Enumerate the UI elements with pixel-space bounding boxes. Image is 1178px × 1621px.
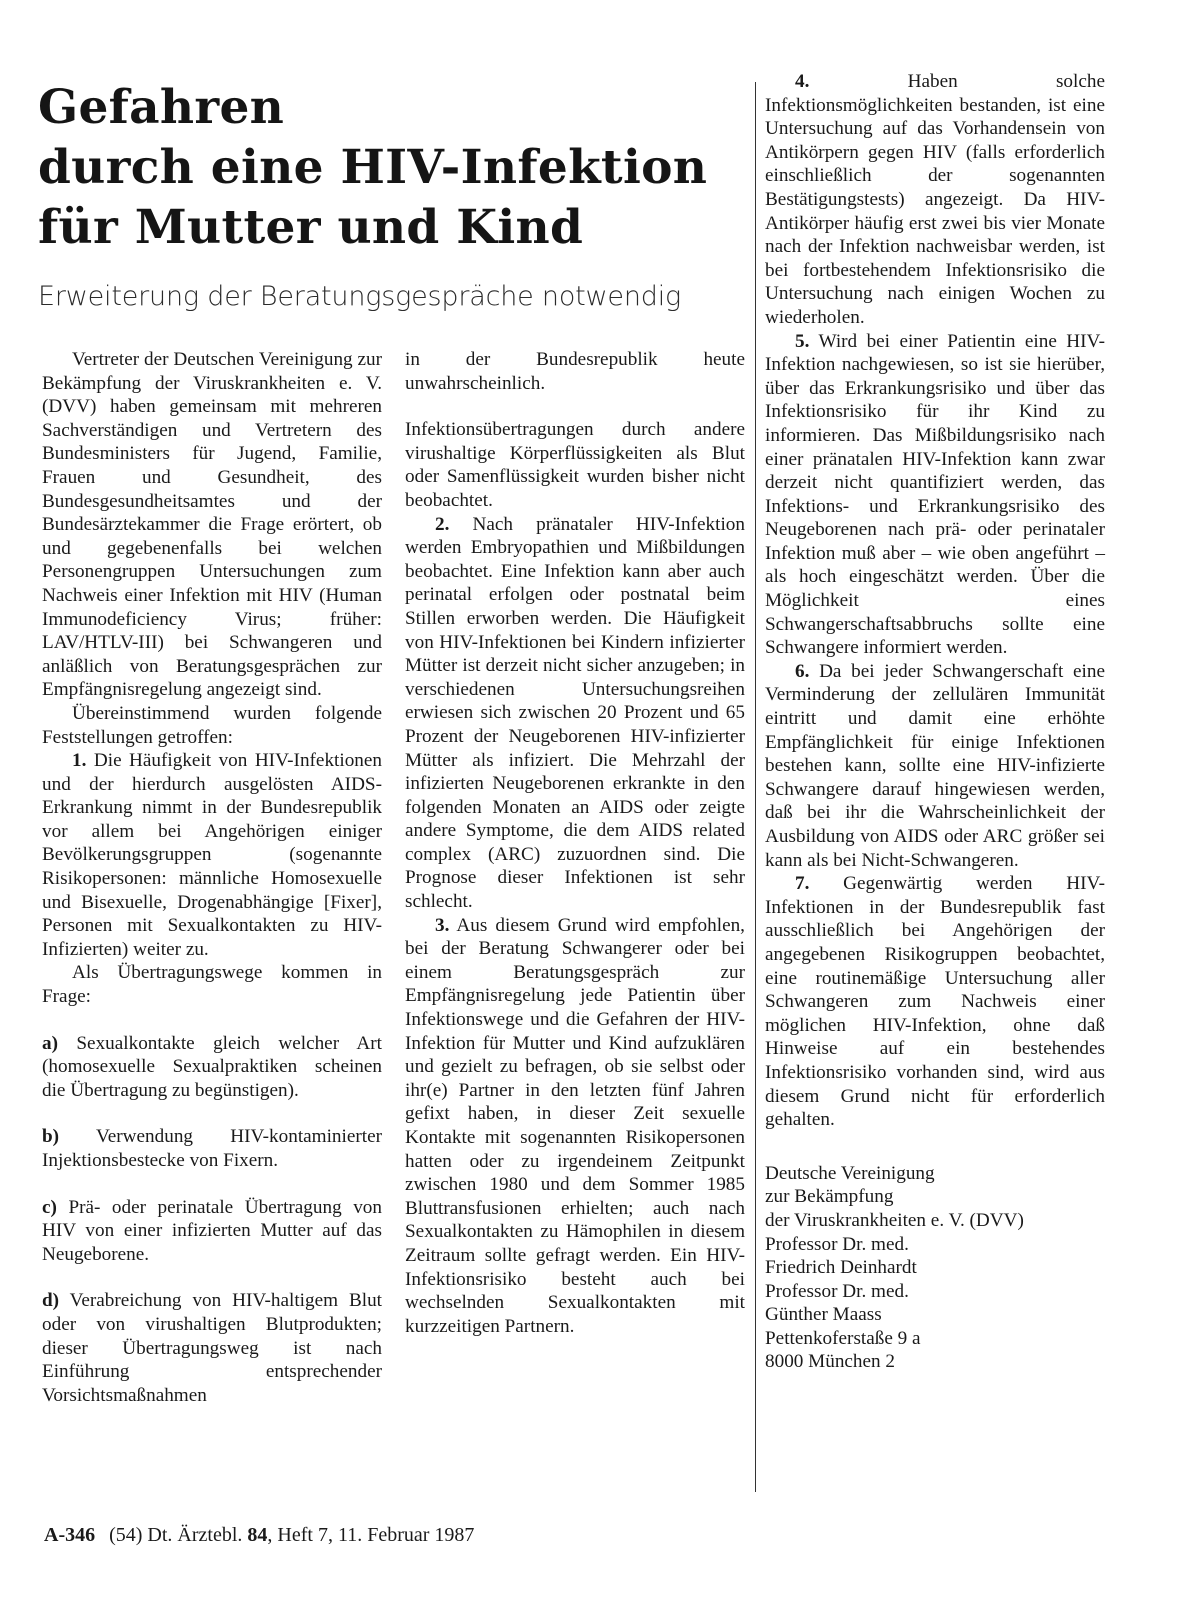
route-c-label: c) [42,1196,57,1218]
point-5-number: 5. [795,330,810,352]
route-d-continuation: in der Bundesrepublik heute unwahrscheinlich. [405,349,745,394]
citation-suffix: , Heft 7, 11. Februar 1987 [267,1524,475,1546]
point-4 [765,70,1105,330]
column-1 [42,348,382,1407]
point-1-number: 1. [72,750,87,772]
signature-line: Friedrich Deinhardt [765,1257,917,1279]
column-divider [755,82,756,1492]
signature-block [765,1162,1105,1374]
route-c-text: Prä- oder perinatale Übertragung von HIV von einer infizierten Mutter auf das Neugeborene. [42,1196,382,1265]
intro-paragraph: Vertreter der Deutschen Vereinigung zur Bekämpfung der Viruskrankheiten e. V. (DVV) haben gemeinsam mit mehreren Sachverständigen und Vertretern des Bundesministers für Jugend, Familie, Frauen und Gesundheit, des Bundesgesundheitsamtes und der Bundesärztekammer die Frage erörtert, ob und gegebenenfalls bei welchen Personengruppen Untersuchungen zum Nachweis einer Infektion mit HIV (Human Immunodeficiency Virus; früher: LAV/HTLV-III) bei Schwangeren und anläßlich von Beratungsgesprächen zur Empfängnisregelung angezeigt sind. [42,349,382,701]
signature-line: Deutsche Vereinigung [765,1162,935,1184]
title-line-3: für Mutter und Kind [38,200,584,255]
point-3-text: Aus diesem Grund wird empfohlen, bei der Beratung Schwangerer oder bei einem Beratungsgespräch zur Empfängnisregelung jede Patientin über Infektionswege und die Gefahren der HIV-Infektion für Mutter und Kind aufzuklären und gezielt zu befragen, ob sie selbst oder ihr(e) Partner in den letzten fünf Jahren gefixt haben, in dieser Zeit sexuelle Kontakte mit sogenannten Risikopersonen hatten oder zu irgendeinem Zeitpunkt zwischen 1980 und dem Sommer 1985 Bluttransfusionen erhielten; auch nach Sexualkontakten zu Hämophilen in diesem Zeitraum sollte gefragt werden. Ein HIV-Infektionsrisiko besteht auch bei wechselnden Sexualkontakten mit kurzzeitigen Partnern. [405,914,745,1337]
signature-line: Pettenkoferstaße 9 a [765,1327,921,1349]
other-fluids-paragraph: Infektionsübertragungen durch andere virushaltige Körperflüssigkeiten als Blut oder Samenflüssigkeit wurden bisher nicht beobachtet. [405,419,745,511]
route-d-text: Verabreichung von HIV-haltigem Blut oder von virushaltigen Blutprodukten; dieser Übertragungsweg ist nach Einführung entsprechender Vorsichtsmaßnahmen [42,1290,383,1406]
page-footer [44,1524,474,1547]
route-a-label: a) [42,1032,58,1054]
route-a-text: Sexualkontakte gleich welcher Art (homosexuelle Sexualpraktiken scheinen die Übertragung zu begünstigen). [42,1032,382,1101]
route-b-text: Verwendung HIV-kontaminierter Injektionsbestecke von Fixern. [42,1126,382,1171]
point-7-number: 7. [795,873,810,895]
point-1 [42,749,382,961]
point-6-text: Da bei jeder Schwangerschaft eine Verminderung der zellulären Immunität eintritt und damit eine erhöhte Empfänglichkeit für einige Infektionen bestehen kann, sollte eine HIV-infizierte Schwangere darauf hingewiesen werden, daß bei ihr die Wahrscheinlichkeit der Ausbildung von AIDS oder ARC größer sei kann als bei Nicht-Schwangeren. [765,660,1105,871]
point-1-text: Die Häufigkeit von HIV-Infektionen und der hierdurch ausgelösten AIDS-Erkrankung nimmt in der Bundesrepublik vor allem bei Angehörigen einiger Bevölkerungsgruppen (sogenannte Risikopersonen: männliche Homosexuelle und Bisexuelle, Drogenabhängige [Fixer], Personen mit Sexualkontakten zu HIV-Infizierten) weiter zu. [42,750,383,960]
point-3-number: 3. [435,914,450,936]
point-7 [765,872,1105,1132]
route-a [42,1032,382,1103]
signature-line: 8000 München 2 [765,1351,896,1373]
citation-prefix: (54) Dt. Ärztebl. [109,1524,243,1546]
point-4-number: 4. [795,71,810,92]
route-b [42,1125,382,1172]
route-d [42,1289,382,1407]
point-2-text: Nach pränataler HIV-Infektion werden Embryopathien und Mißbildungen beobachtet. Eine Infektion kann aber auch perinatal erfolgen oder postnatal beim Stillen erworben werden. Die Häufigkeit von HIV-Infektionen bei Kindern infizierter Mütter ist derzeit nicht sicher anzugeben; in verschiedenen Untersuchungsreihen erwiesen sich zwischen 20 Prozent und 65 Prozent der Neugeborenen HIV-infizierter Mütter als infiziert. Die Mehrzahl der infizierten Neugeborenen erkrankte in den folgenden Monaten an AIDS oder zeigte andere Symptome, die dem AIDS related complex (ARC) zuzuordnen sind. Die Prognose dieser Infektionen ist sehr schlecht. [405,513,745,913]
route-c [42,1196,382,1267]
signature-line: zur Bekämpfung [765,1186,894,1208]
signature-line: Günther Maass [765,1304,882,1326]
volume-number: 84 [247,1524,268,1546]
point-7-text: Gegenwärtig werden HIV-Infektionen in der Bundesrepublik fast ausschließlich bei Angehörigen der angegebenen Risikogruppen beobachtet, eine routinemäßige Untersuchung aller Schwangeren zum Nachweis einer möglichen HIV-Infektion, ohne daß Hinweise auf ein bestehendes Infektionsrisiko vorhanden sind, wird aus diesem Grund nicht für erforderlich gehalten. [765,873,1106,1131]
route-d-label: d) [42,1290,60,1312]
point-6-number: 6. [795,660,810,682]
page-number: A-346 [44,1524,96,1546]
column-3 [765,70,1105,1374]
route-b-label: b) [42,1126,60,1148]
title-line-1: Gefahren [38,80,285,135]
point-6 [765,660,1105,872]
point-2 [405,513,745,914]
signature-line: der Viruskrankheiten e. V. (DVV) [765,1209,1024,1231]
consensus-paragraph: Übereinstimmend wurden folgende Feststellungen getroffen: [42,702,382,748]
routes-intro: Als Übertragungswege kommen in Frage: [42,962,382,1008]
signature-line: Professor Dr. med. [765,1280,909,1302]
signature-line: Professor Dr. med. [765,1233,909,1255]
article-title [38,78,758,258]
point-2-number: 2. [435,513,450,535]
point-5 [765,330,1105,660]
title-line-2: durch eine HIV-Infektion [38,140,708,195]
column-2 [405,348,745,1338]
article-subtitle: Erweiterung der Beratungsgespräche notwendig [38,281,681,312]
point-5-text: Wird bei einer Patientin eine HIV-Infektion nachgewiesen, so ist sie hierüber, über das Erkrankungsrisiko und über das Infektionsrisiko für ihr Kind zu informieren. Das Mißbildungsrisiko nach einer pränatalen HIV-Infektion kann zwar derzeit nicht quantifiziert werden, das Infektions- und Erkrankungsrisiko des Neugeborenen nach prä- oder perinataler Infektion muß aber – wie oben angeführt – als hoch eingeschätzt werden. Über die Möglichkeit eines Schwangerschaftsabbruchs sollte eine Schwangere informiert werden. [765,330,1105,659]
point-3 [405,914,745,1339]
point-4-text: Haben solche Infektionsmöglichkeiten bestanden, ist eine Untersuchung auf das Vorhandensein von Antikörpern gegen HIV (falls erforderlich einschließlich der sogenannten Bestätigungstests) angezeigt. Da HIV-Antikörper häufig erst zwei bis vier Monate nach der Infektion nachweisbar werden, ist bei fortbestehendem Infektionsrisiko die Untersuchung nach einigen Wochen zu wiederholen. [765,71,1105,328]
